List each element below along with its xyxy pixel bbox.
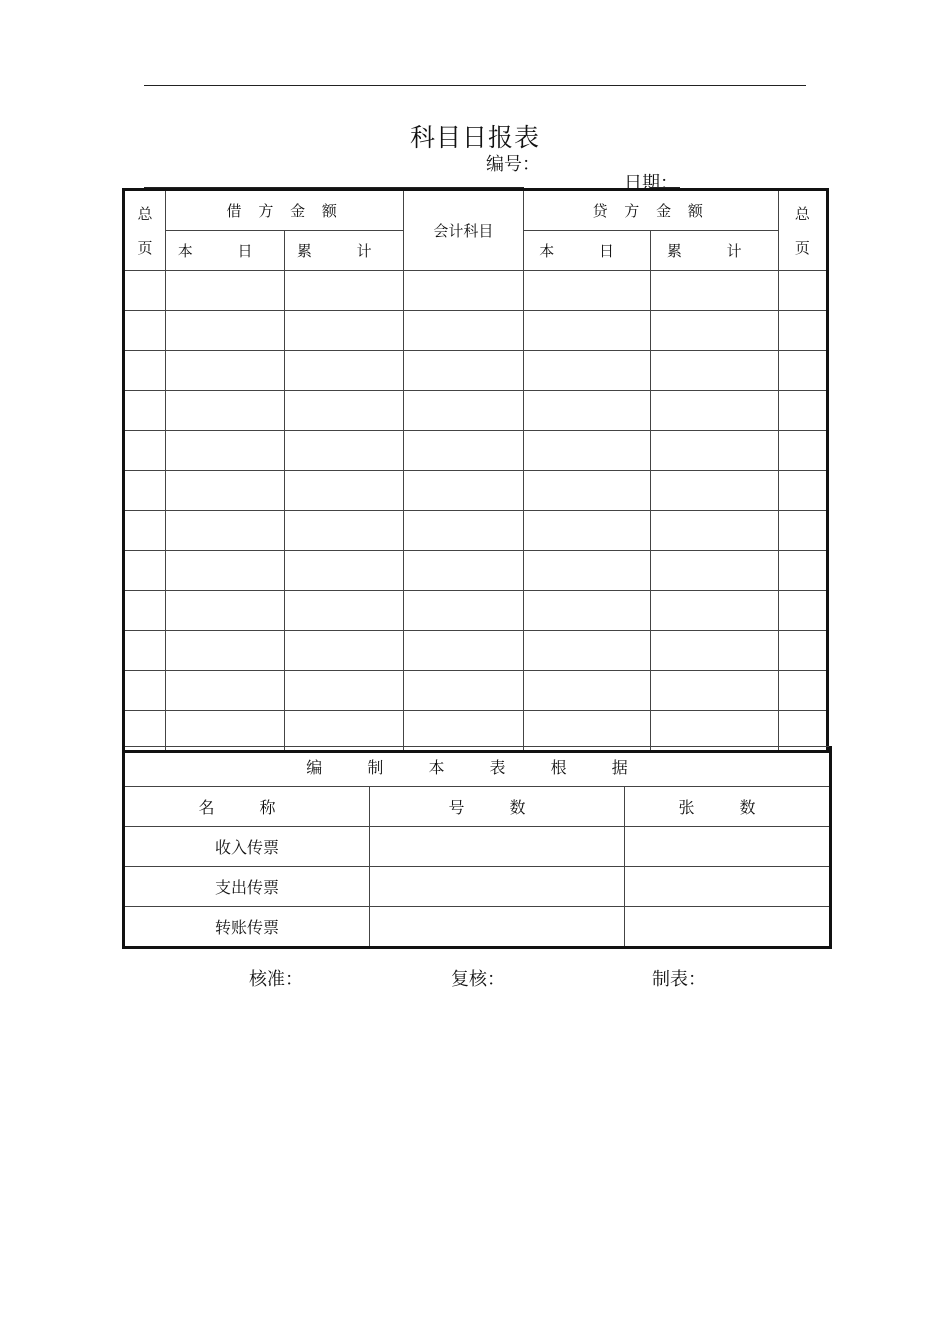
report-body bbox=[124, 271, 828, 752]
total-page-right-header bbox=[778, 190, 827, 271]
basis-count-cell[interactable] bbox=[625, 907, 831, 948]
debit-cumulative-header: 累 计 bbox=[285, 231, 404, 271]
credit-cumulative-cell[interactable] bbox=[650, 591, 778, 631]
account-cell[interactable] bbox=[404, 351, 523, 391]
table-row bbox=[124, 391, 828, 431]
credit-cumulative-cell[interactable] bbox=[650, 471, 778, 511]
table-row bbox=[124, 311, 828, 351]
table-row bbox=[124, 671, 828, 711]
account-header: 会计科目 bbox=[404, 190, 523, 271]
credit-today-cell[interactable] bbox=[523, 551, 650, 591]
debit-today-cell[interactable] bbox=[166, 471, 285, 511]
credit-today-cell[interactable] bbox=[523, 471, 650, 511]
debit-today-cell[interactable] bbox=[166, 391, 285, 431]
debit-today-cell[interactable] bbox=[166, 591, 285, 631]
date-label: 日期： bbox=[624, 173, 678, 194]
credit-today-header: 本 日 bbox=[523, 231, 650, 271]
credit-cumulative-cell[interactable] bbox=[650, 271, 778, 311]
debit-today-cell[interactable] bbox=[166, 671, 285, 711]
basis-row bbox=[124, 867, 831, 907]
total-page-left-cell[interactable] bbox=[124, 551, 166, 591]
review-label: 复核： bbox=[451, 969, 505, 990]
debit-today-cell[interactable] bbox=[166, 351, 285, 391]
total-page-right-cell[interactable] bbox=[778, 431, 827, 471]
debit-cumulative-cell[interactable] bbox=[285, 311, 404, 351]
debit-cumulative-cell[interactable] bbox=[285, 271, 404, 311]
debit-today-cell[interactable] bbox=[166, 311, 285, 351]
account-cell[interactable] bbox=[404, 471, 523, 511]
credit-cumulative-header: 累 计 bbox=[650, 231, 778, 271]
total-page-left-header bbox=[124, 190, 166, 271]
basis-row-label: 转账传票 bbox=[124, 907, 370, 948]
total-page-right-cell[interactable] bbox=[778, 511, 827, 551]
basis-col-number: 号 数 bbox=[370, 787, 625, 827]
total-page-left-cell[interactable] bbox=[124, 431, 166, 471]
credit-today-cell[interactable] bbox=[523, 431, 650, 471]
total-page-left-cell[interactable] bbox=[124, 351, 166, 391]
total-page-right-cell[interactable] bbox=[778, 631, 827, 671]
page-title: 科目日报表 bbox=[409, 123, 540, 152]
debit-today-cell[interactable] bbox=[166, 631, 285, 671]
debit-today-cell[interactable] bbox=[166, 431, 285, 471]
debit-today-cell[interactable] bbox=[166, 551, 285, 591]
account-cell[interactable] bbox=[404, 391, 523, 431]
basis-number-cell[interactable] bbox=[370, 867, 625, 907]
credit-cumulative-cell[interactable] bbox=[650, 391, 778, 431]
total-page-right-top: 总 bbox=[794, 204, 810, 223]
debit-cumulative-cell[interactable] bbox=[285, 351, 404, 391]
debit-cumulative-cell[interactable] bbox=[285, 511, 404, 551]
basis-col-count: 张 数 bbox=[625, 787, 831, 827]
credit-cumulative-cell[interactable] bbox=[650, 511, 778, 551]
total-page-left-cell[interactable] bbox=[124, 671, 166, 711]
code-label: 编号： bbox=[486, 154, 540, 175]
prepare-label: 制表： bbox=[652, 969, 706, 990]
total-page-left-cell[interactable] bbox=[124, 471, 166, 511]
total-page-left-cell[interactable] bbox=[124, 391, 166, 431]
total-page-right-cell[interactable] bbox=[778, 311, 827, 351]
account-cell[interactable] bbox=[404, 311, 523, 351]
credit-today-cell[interactable] bbox=[523, 591, 650, 631]
basis-count-cell[interactable] bbox=[625, 827, 831, 867]
debit-cumulative-cell[interactable] bbox=[285, 591, 404, 631]
credit-cumulative-cell[interactable] bbox=[650, 351, 778, 391]
debit-today-header: 本 日 bbox=[166, 231, 285, 271]
basis-number-cell[interactable] bbox=[370, 827, 625, 867]
total-page-left-cell[interactable] bbox=[124, 271, 166, 311]
basis-row bbox=[124, 907, 831, 948]
debit-header: 借 方 金 额 bbox=[166, 190, 404, 231]
total-page-left-bottom: 页 bbox=[137, 238, 153, 257]
total-page-right-cell[interactable] bbox=[778, 351, 827, 391]
basis-row-label: 收入传票 bbox=[124, 827, 370, 867]
account-cell[interactable] bbox=[404, 551, 523, 591]
account-cell[interactable] bbox=[404, 631, 523, 671]
debit-cumulative-cell[interactable] bbox=[285, 471, 404, 511]
table-row bbox=[124, 351, 828, 391]
credit-cumulative-cell[interactable] bbox=[650, 311, 778, 351]
credit-today-cell[interactable] bbox=[523, 311, 650, 351]
total-page-left-cell[interactable] bbox=[124, 311, 166, 351]
report-table bbox=[122, 188, 829, 753]
credit-header: 贷 方 金 额 bbox=[523, 190, 778, 231]
credit-cumulative-cell[interactable] bbox=[650, 431, 778, 471]
credit-today-cell[interactable] bbox=[523, 631, 650, 671]
total-page-right-cell[interactable] bbox=[778, 391, 827, 431]
account-cell[interactable] bbox=[404, 431, 523, 471]
table-row bbox=[124, 511, 828, 551]
credit-today-cell[interactable] bbox=[523, 671, 650, 711]
basis-number-cell[interactable] bbox=[370, 907, 625, 948]
debit-cumulative-cell[interactable] bbox=[285, 391, 404, 431]
account-cell[interactable] bbox=[404, 591, 523, 631]
credit-cumulative-cell[interactable] bbox=[650, 671, 778, 711]
total-page-left-top: 总 bbox=[137, 204, 153, 223]
basis-row-label: 支出传票 bbox=[124, 867, 370, 907]
top-rule bbox=[144, 85, 806, 86]
credit-today-cell[interactable] bbox=[523, 351, 650, 391]
credit-cumulative-cell[interactable] bbox=[650, 631, 778, 671]
credit-cumulative-cell[interactable] bbox=[650, 551, 778, 591]
table-row bbox=[124, 271, 828, 311]
total-page-right-cell[interactable] bbox=[778, 671, 827, 711]
total-page-right-bottom: 页 bbox=[794, 238, 810, 257]
debit-cumulative-cell[interactable] bbox=[285, 631, 404, 671]
table-row bbox=[124, 591, 828, 631]
debit-cumulative-cell[interactable] bbox=[285, 431, 404, 471]
debit-today-cell[interactable] bbox=[166, 271, 285, 311]
table-row bbox=[124, 471, 828, 511]
account-cell[interactable] bbox=[404, 511, 523, 551]
table-row bbox=[124, 431, 828, 471]
debit-cumulative-cell[interactable] bbox=[285, 551, 404, 591]
table-row bbox=[124, 631, 828, 671]
total-page-right-cell[interactable] bbox=[778, 591, 827, 631]
table-row bbox=[124, 551, 828, 591]
total-page-left-cell[interactable] bbox=[124, 511, 166, 551]
basis-count-cell[interactable] bbox=[625, 867, 831, 907]
credit-today-cell[interactable] bbox=[523, 271, 650, 311]
total-page-right-cell[interactable] bbox=[778, 471, 827, 511]
basis-header: 编 制 本 表 根 据 bbox=[124, 747, 831, 787]
debit-cumulative-cell[interactable] bbox=[285, 671, 404, 711]
debit-today-cell[interactable] bbox=[166, 511, 285, 551]
credit-today-cell[interactable] bbox=[523, 511, 650, 551]
basis-table bbox=[122, 746, 832, 949]
credit-today-cell[interactable] bbox=[523, 391, 650, 431]
approve-label: 核准： bbox=[249, 969, 303, 990]
total-page-left-cell[interactable] bbox=[124, 631, 166, 671]
basis-row bbox=[124, 827, 831, 867]
total-page-left-cell[interactable] bbox=[124, 591, 166, 631]
account-cell[interactable] bbox=[404, 671, 523, 711]
total-page-right-cell[interactable] bbox=[778, 271, 827, 311]
basis-col-name: 名 称 bbox=[124, 787, 370, 827]
account-cell[interactable] bbox=[404, 271, 523, 311]
total-page-right-cell[interactable] bbox=[778, 551, 827, 591]
